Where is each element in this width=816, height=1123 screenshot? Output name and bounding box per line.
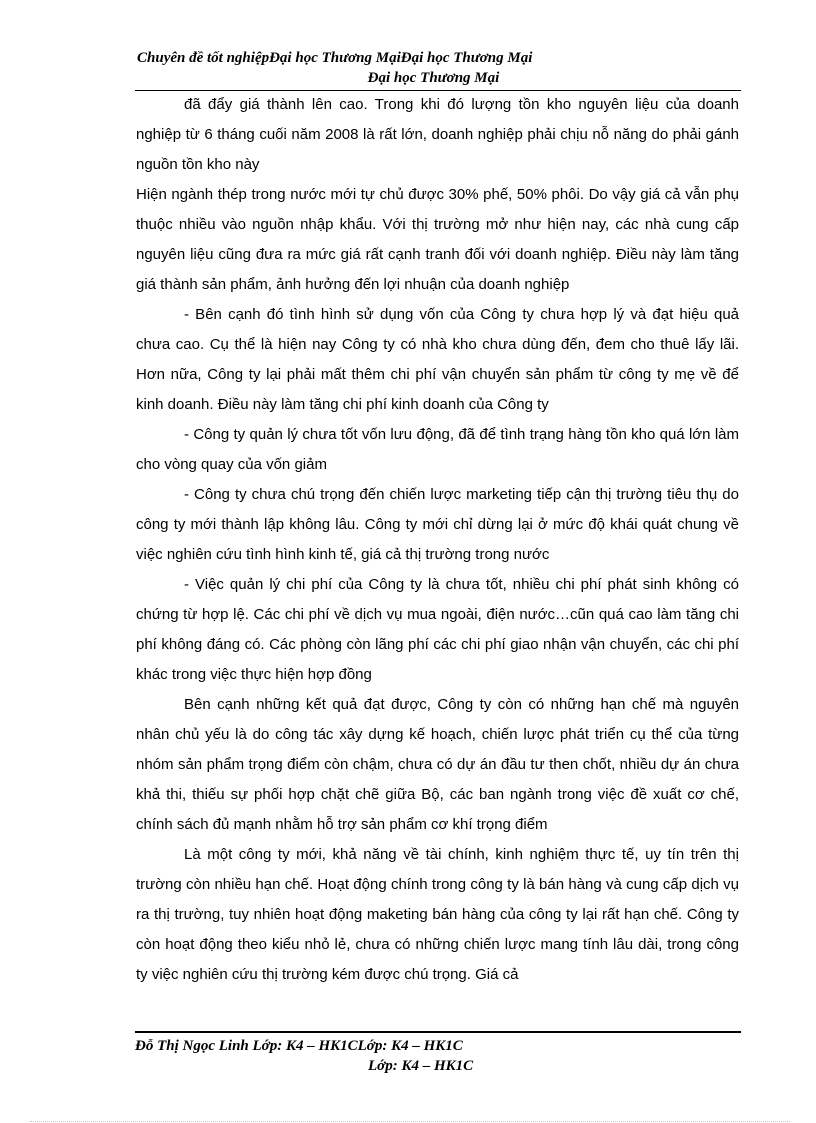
page-boundary	[30, 1121, 790, 1122]
paragraph: Bên cạnh những kết quả đạt được, Công ty còn có những hạn chế mà nguyên nhân chủ yếu là do công tác xây dựng kế hoạch, chiến lược phát triển cụ thể của từng nhóm sản phẩm trọng điểm còn chậm, chưa có dự án đầu tư then chốt, nhiều dự án chưa khả thi, thiếu sự phối hợp chặt chẽ giữa Bộ, các ban ngành trong việc đề xuất cơ chế, chính sách đủ mạnh nhằm hỗ trợ sản phẩm cơ khí trọng điểm	[136, 696, 739, 833]
page-footer	[135, 1036, 740, 1076]
paragraph: - Việc quản lý chi phí của Công ty là chưa tốt, nhiều chi phí phát sinh không có chứng từ hợp lệ. Các chi phí về dịch vụ mua ngoài, điện nước…cũn quá cao làm tăng chi phí không đáng có. Các phòng còn lãng phí các chi phí giao nhận vận chuyển, các chi phí khác trong việc thực hiện hợp đồng	[136, 576, 739, 683]
paragraph: Hiện ngành thép trong nước mới tự chủ được 30% phế, 50% phôi. Do vậy giá cả vẫn phụ thuộc nhiều vào nguồn nhập khẩu. Với thị trường mở như hiện nay, các nhà cung cấp nguyên liệu cũng đưa ra mức giá rất cạnh tranh đối với doanh nghiệp. Điều này làm tăng giá thành sản phẩm, ảnh hưởng đến lợi nhuận của doanh nghiệp	[136, 186, 739, 293]
document-body	[136, 90, 739, 990]
footer-divider	[135, 1031, 741, 1033]
page-header	[135, 48, 740, 88]
header-title: Chuyên đề tốt nghiệpĐại học Thương MạiĐại học Thương Mại	[137, 50, 533, 66]
paragraph: đã đẩy giá thành lên cao. Trong khi đó lượng tồn kho nguyên liệu của doanh nghiệp từ 6 tháng cuối năm 2008 là rất lớn, doanh nghiệp phải chịu nỗ năng do phải gánh nguồn tồn kho này	[136, 96, 739, 173]
footer-author: Đỗ Thị Ngọc Linh Lớp: K4 – HK1CLớp: K4 – HK1C	[135, 1038, 463, 1054]
footer-class: Lớp: K4 – HK1C	[368, 1058, 474, 1074]
paragraph: Là một công ty mới, khả năng về tài chính, kinh nghiệm thực tế, uy tín trên thị trường còn nhiều hạn chế. Hoạt động chính trong công ty là bán hàng và cung cấp dịch vụ ra thị trường, tuy nhiên hoạt động maketing bán hàng của công ty lại rất hạn chế. Công ty còn hoạt động theo kiểu nhỏ lẻ, chưa có những chiến lược mang tính lâu dài, trong công ty việc nghiên cứu thị trường kém được chú trọng. Giá cả	[136, 846, 739, 983]
paragraph: - Bên cạnh đó tình hình sử dụng vốn của Công ty chưa hợp lý và đạt hiệu quả chưa cao. Cụ thể là hiện nay Công ty có nhà kho chưa dùng đến, đem cho thuê lấy lãi. Hơn nữa, Công ty lại phải mất thêm chi phí vận chuyển sản phẩm từ công ty mẹ về để kinh doanh. Điều này làm tăng chi phí kinh doanh của Công ty	[136, 306, 739, 413]
header-subtitle: Đại học Thương Mại	[367, 70, 500, 86]
paragraph: - Công ty chưa chú trọng đến chiến lược marketing tiếp cận thị trường tiêu thụ do công ty mới thành lập không lâu. Công ty mới chỉ dừng lại ở mức độ khái quát chung về việc nghiên cứu tình hình kinh tế, giá cả thị trường trong nước	[136, 486, 739, 563]
paragraph: - Công ty quản lý chưa tốt vốn lưu động, đã để tình trạng hàng tồn kho quá lớn làm cho vòng quay của vốn giảm	[136, 426, 739, 473]
